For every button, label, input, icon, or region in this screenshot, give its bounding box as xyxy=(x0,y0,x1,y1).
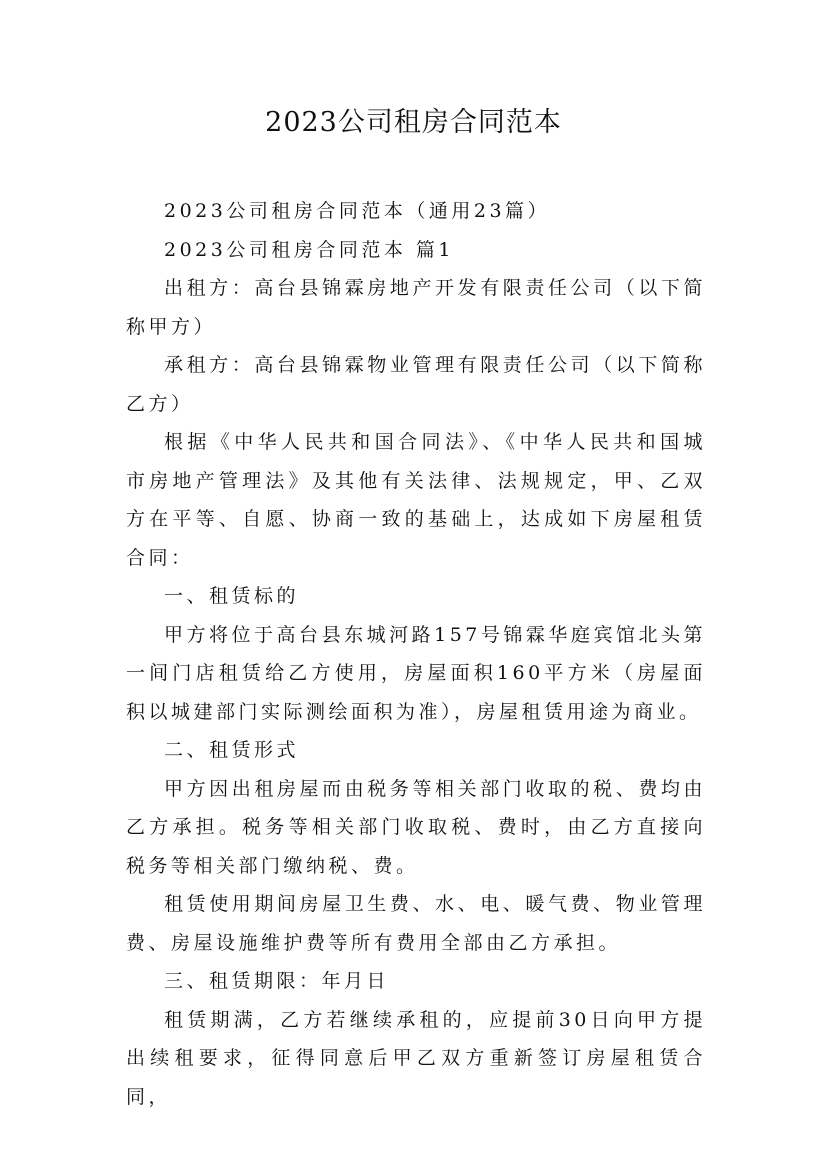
document-title: 2023公司租房合同范本 xyxy=(265,107,562,138)
paragraph: 出租方：高台县锦霖房地产开发有限责任公司（以下简称甲方） xyxy=(126,277,706,338)
section-heading: 二、租赁形式 xyxy=(164,739,300,761)
paragraph: 2023公司租房合同范本 篇1 xyxy=(164,238,454,261)
section-heading: 三、租赁期限：年月日 xyxy=(164,970,390,992)
paragraph: 租赁使用期间房屋卫生费、水、电、暖气费、物业管理费、房屋设施维护费等所有费用全部由乙方承担。 xyxy=(126,893,706,954)
paragraph: 甲方因出租房屋而由税务等相关部门收取的税、费均由乙方承担。税务等相关部门收取税、费时，由乙方直接向税务等相关部门缴纳税、费。 xyxy=(126,777,706,877)
paragraph: 承租方：高台县锦霖物业管理有限责任公司（以下简称乙方） xyxy=(126,354,706,415)
section-heading: 一、租赁标的 xyxy=(164,585,300,607)
paragraph: 租赁期满，乙方若继续承租的，应提前30日向甲方提出续租要求，征得同意后甲乙双方重新签订房屋租赁合同， xyxy=(126,1008,706,1108)
paragraph: 根据《中华人民共和国合同法》、《中华人民共和国城市房地产管理法》及其他有关法律、法规规定，甲、乙双方在平等、自愿、协商一致的基础上，达成如下房屋租赁合同： xyxy=(126,431,706,569)
paragraph: 2023公司租房合同范本（通用23篇） xyxy=(164,200,551,222)
document-body xyxy=(126,192,706,1116)
paragraph: 甲方将位于高台县东城河路157号锦霖华庭宾馆北头第一间门店租赁给乙方使用，房屋面积160平方米（房屋面积以城建部门实际测绘面积为准），房屋租赁用途为商业。 xyxy=(126,623,706,723)
